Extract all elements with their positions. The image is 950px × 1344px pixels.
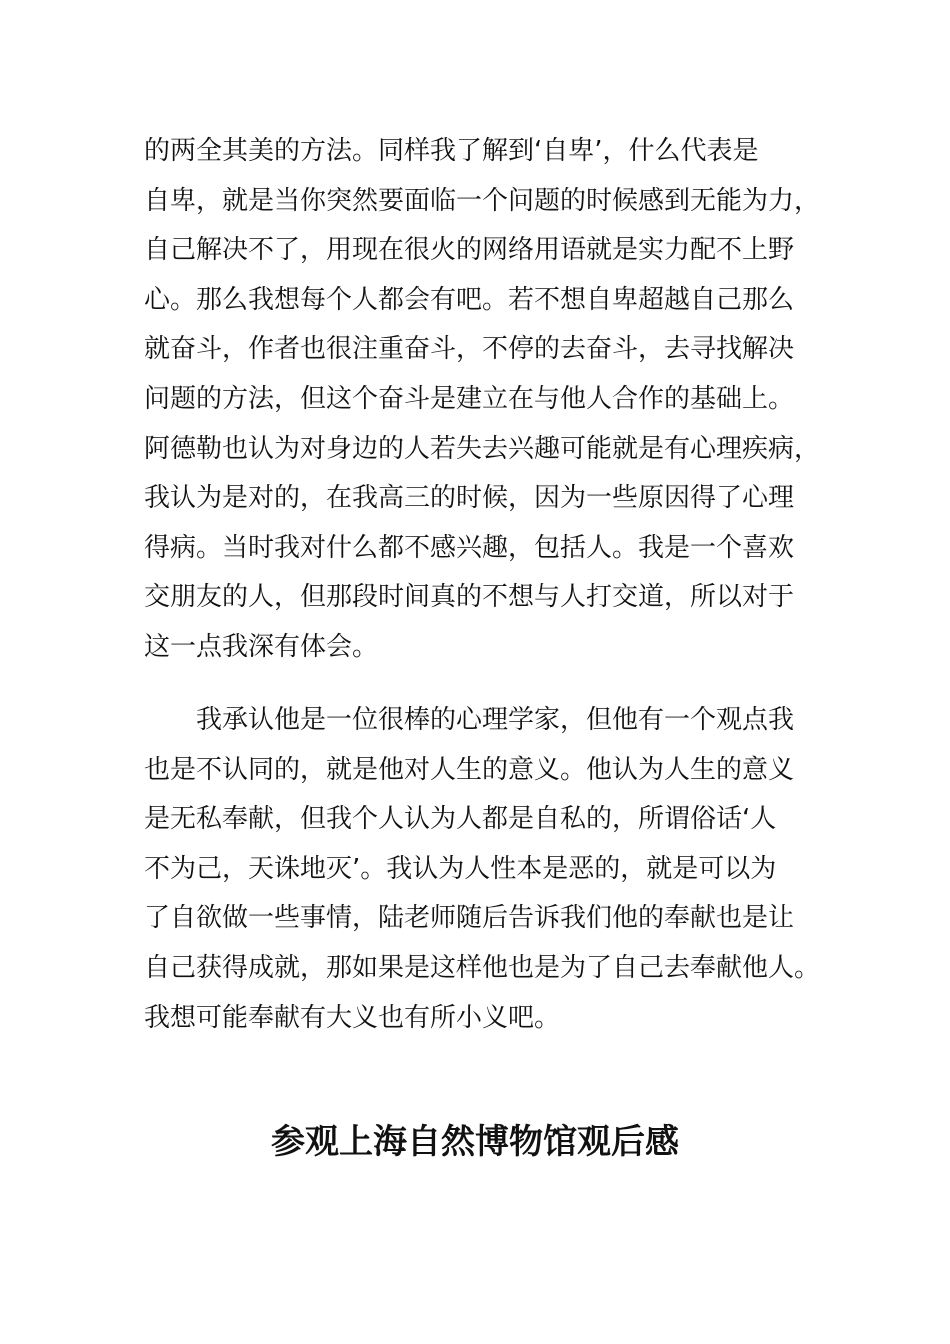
paragraph-line: 我承认他是一位很棒的心理学家，但他有一个观点我 (196, 705, 795, 735)
paragraph-line: 得病。当时我对什么都不感兴趣，包括人。我是一个喜欢 (144, 533, 795, 563)
paragraph-line: 不为己，天诛地灭’。我认为人性本是恶的，就是可以为 (144, 854, 777, 884)
paragraph-line: 自卑，就是当你突然要面临一个问题的时候感到无能为力， (144, 186, 821, 216)
paragraph-line: 也是不认同的，就是他对人生的意义。他认为人生的意义 (144, 755, 795, 785)
paragraph-line: 阿德勒也认为对身边的人若失去兴趣可能就是有心理疾病， (144, 434, 821, 464)
paragraph-line: 心。那么我想每个人都会有吧。若不想自卑超越自己那么 (144, 285, 795, 315)
paragraph-line: 自己获得成就，那如果是这样他也是为了自己去奉献他人。 (144, 953, 821, 983)
paragraph-line: 这一点我深有体会。 (144, 632, 379, 662)
paragraph-line: 就奋斗，作者也很注重奋斗，不停的去奋斗，去寻找解决 (144, 334, 795, 364)
paragraph-line: 我想可能奉献有大义也有所小义吧。 (144, 1003, 561, 1033)
paragraph-line: 了自欲做一些事情，陆老师随后告诉我们他的奉献也是让 (144, 903, 795, 933)
paragraph-line: 我认为是对的，在我高三的时候，因为一些原因得了心理 (144, 483, 795, 513)
paragraph-line: 的两全其美的方法。同样我了解到‘自卑’，什么代表是 (144, 136, 759, 166)
paragraph-line: 交朋友的人，但那段时间真的不想与人打交道，所以对于 (144, 582, 795, 612)
paragraph-line: 问题的方法，但这个奋斗是建立在与他人合作的基础上。 (144, 384, 795, 414)
paragraph-line: 自己解决不了，用现在很火的网络用语就是实力配不上野 (144, 235, 795, 265)
section-title: 参观上海自然博物馆观后感 (271, 1122, 679, 1162)
paragraph-line: 是无私奉献，但我个人认为人都是自私的，所谓俗话‘人 (144, 804, 777, 834)
